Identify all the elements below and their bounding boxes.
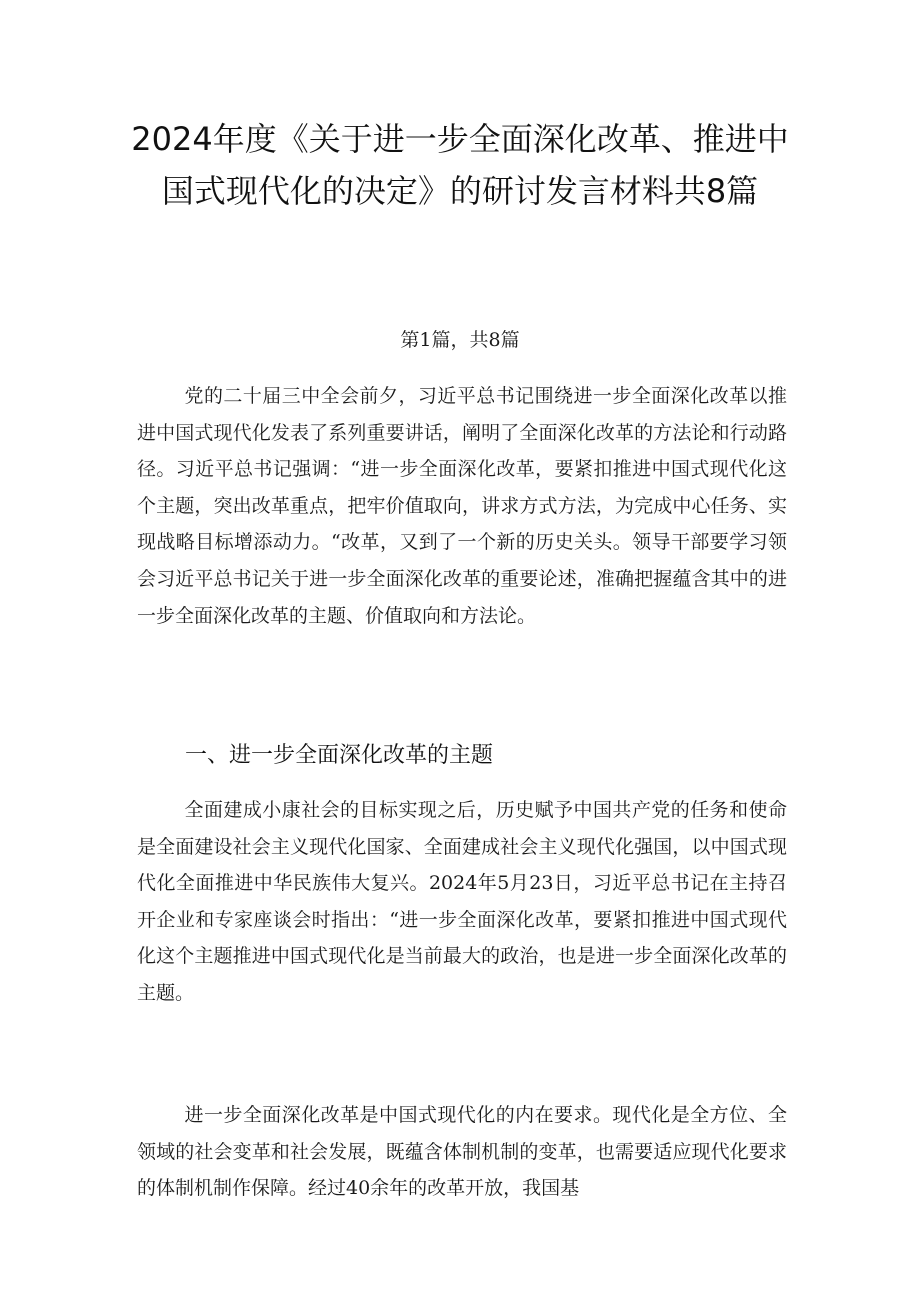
paragraph-section-2: 进一步全面深化改革是中国式现代化的内在要求。现代化是全方位、全领域的社会变革和社会发展，既蕴含体制机制的变革，也需要适应现代化要求的体制机制作保障。经过40余年的改革开放，我国基 xyxy=(137,1104,787,1200)
paragraph-intro: 党的二十届三中全会前夕，习近平总书记围绕进一步全面深化改革以推进中国式现代化发表了系列重要讲话，阐明了全面深化改革的方法论和行动路径。习近平总书记强调：“进一步全面深化改革，要紧扣推进中国式现代化这个主题，突出改革重点，把牢价值取向，讲求方式方法，为完成中心任务、实现战略目标增添动力。“改革，又到了一个新的历史关头。领导干部要学习领会习近平总书记关于进一步全面深化改革的重要论述，准确把握蕴含其中的进一步全面深化改革的主题、价值取向和方法论。 xyxy=(137,385,787,627)
document-title: 2024年度《关于进一步全面深化改革、推进中国式现代化的决定》的研讨发言材料共8篇 xyxy=(131,120,789,210)
paragraph-section-1: 全面建成小康社会的目标实现之后，历史赋予中国共产党的任务和使命是全面建设社会主义现代化国家、全面建成社会主义现代化强国，以中国式现代化全面推进中华民族伟大复兴。2024年5月23日，习近平总书记在主持召开企业和专家座谈会时指出：“进一步全面深化改革，要紧扣推进中国式现代化这个主题推进中国式现代化是当前最大的政治，也是进一步全面深化改革的主题。 xyxy=(137,799,787,1004)
document-subtitle: 第1篇，共8篇 xyxy=(400,329,520,351)
section-heading: 一、进一步全面深化改革的主题 xyxy=(185,743,494,768)
